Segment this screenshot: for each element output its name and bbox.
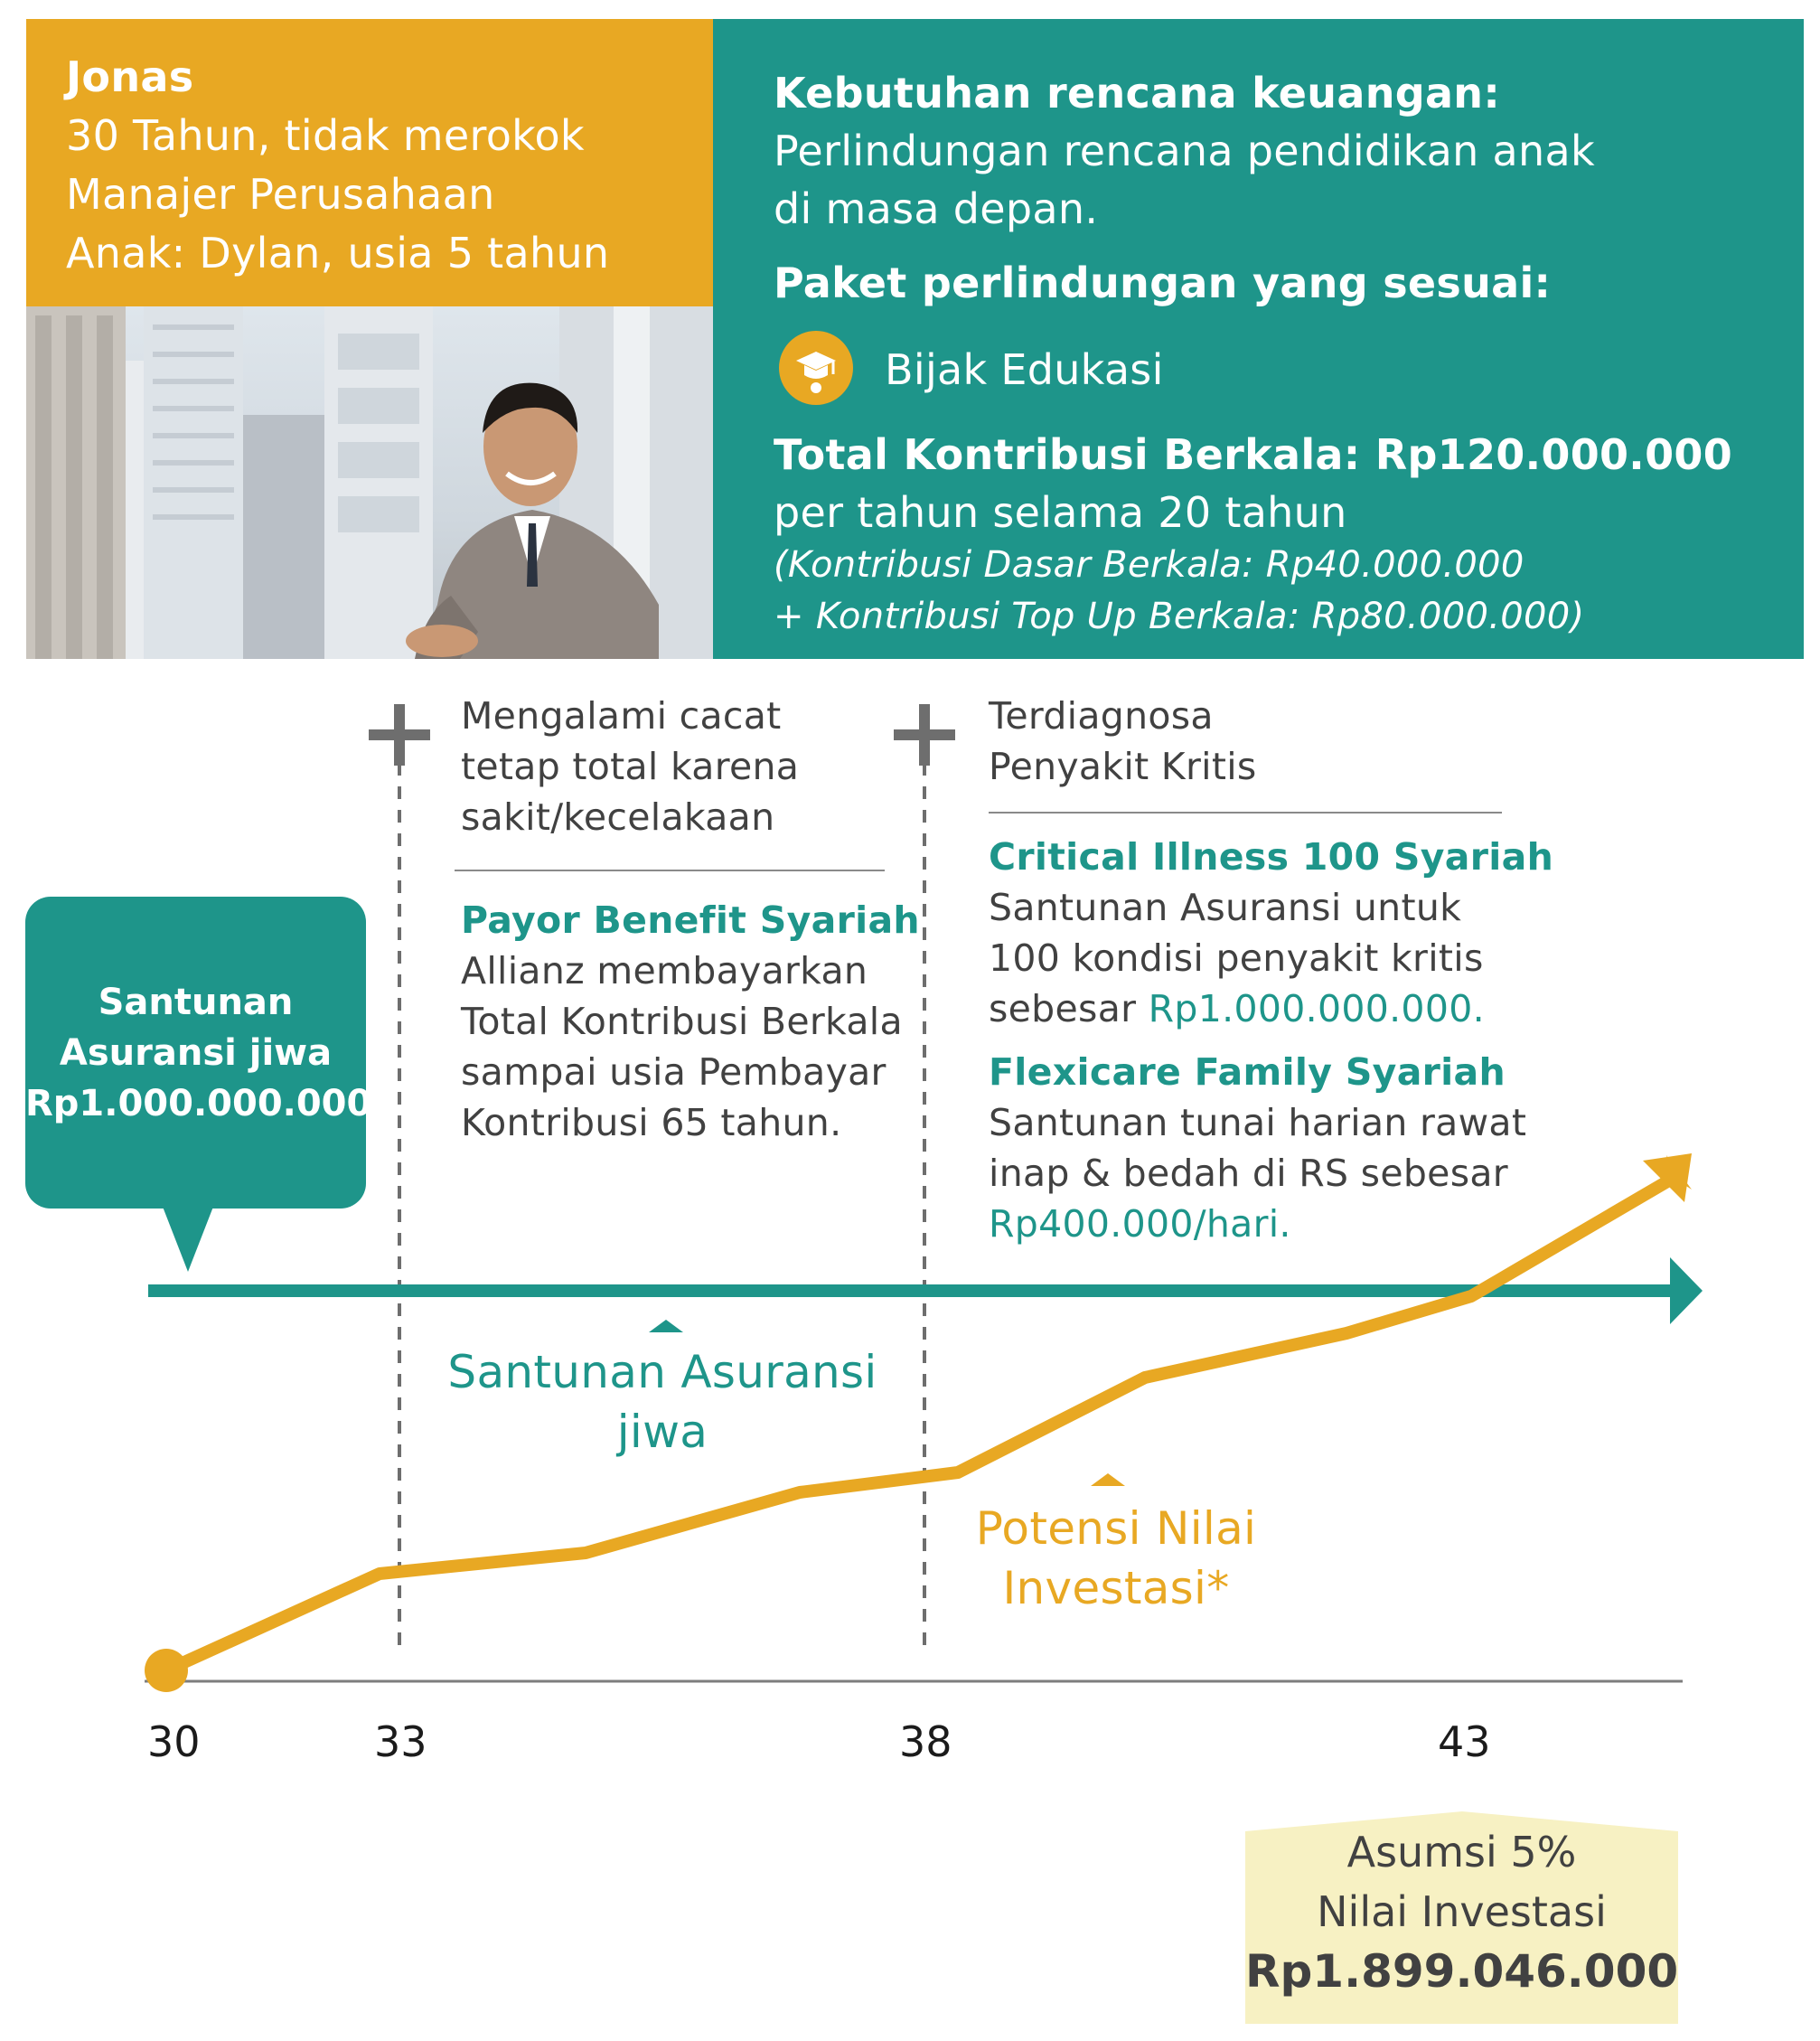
- critical-illness-line-1: Santunan Asuransi untuk: [989, 886, 1462, 929]
- investment-label: [967, 1499, 1265, 1618]
- package-name: Bijak Edukasi: [885, 345, 1164, 394]
- needs-title: Kebutuhan rencana keuangan:: [774, 69, 1501, 118]
- critical-illness-benefit: [989, 832, 1553, 1034]
- package-title: Paket perlindungan yang sesuai:: [774, 259, 1552, 307]
- assumption-label: Nilai Investasi: [1317, 1887, 1607, 1936]
- payor-benefit-line-3: sampai usia Pembayar: [461, 1050, 887, 1094]
- assumption-amount: Rp1.899.046.000: [1245, 1945, 1679, 1998]
- arrow-right-icon: [1670, 1257, 1703, 1324]
- event-disability-line-3: sakit/kecelakaan: [461, 795, 775, 839]
- payor-benefit-line-4: Kontribusi 65 tahun.: [461, 1101, 842, 1144]
- needs-desc-1: Perlindungan rencana pendidikan anak: [774, 127, 1595, 175]
- divider: [989, 812, 1502, 814]
- payor-benefit-line-1: Allianz membayarkan: [461, 949, 868, 992]
- topup-contribution: + Kontribusi Top Up Berkala: Rp80.000.000): [774, 596, 1585, 637]
- critical-illness-prefix: sebesar: [989, 987, 1149, 1030]
- life-insurance-label: [425, 1342, 900, 1462]
- total-duration: per tahun selama 20 tahun: [774, 488, 1347, 537]
- profile-age: 30 Tahun, tidak merokok: [66, 111, 585, 160]
- assumption-text: [1245, 1822, 1678, 2001]
- investment-label-1: Potensi Nilai: [975, 1502, 1257, 1555]
- event-critical-line-2: Penyakit Kritis: [989, 745, 1257, 788]
- assumption-box: [1245, 1811, 1678, 2024]
- flexicare-title: Flexicare Family Syariah: [989, 1050, 1506, 1094]
- tick-label: 30: [147, 1717, 201, 1766]
- event-disability-line-1: Mengalami cacat: [461, 694, 782, 738]
- critical-illness-line-3: [989, 983, 1553, 1034]
- critical-illness-title: Critical Illness 100 Syariah: [989, 835, 1554, 879]
- event-critical-illness: [989, 691, 1257, 792]
- plus-icon: [369, 704, 430, 766]
- bubble-line-2: Asuransi jiwa: [59, 1031, 333, 1074]
- payor-benefit-line-2: Total Kontribusi Berkala: [461, 1000, 903, 1043]
- tick-label: 43: [1438, 1717, 1491, 1766]
- event-disability-line-2: tetap total karena: [461, 745, 800, 788]
- investment-line: [166, 1178, 1674, 1670]
- base-contribution: (Kontribusi Dasar Berkala: Rp40.000.000: [774, 544, 1524, 586]
- plus-icon: [894, 704, 955, 766]
- tick-label: 33: [374, 1717, 427, 1766]
- assumption-rate: Asumsi 5%: [1346, 1828, 1577, 1876]
- life-insurance-bubble: [25, 897, 372, 1209]
- flexicare-line-3: Rp400.000/hari.: [989, 1202, 1291, 1246]
- critical-illness-amount: Rp1.000.000.000.: [1148, 987, 1485, 1030]
- caret-icon: [649, 1320, 683, 1332]
- event-critical-line-1: Terdiagnosa: [989, 694, 1214, 738]
- payor-benefit: [461, 895, 920, 1148]
- life-insurance-label-1: Santunan Asuransi: [447, 1346, 877, 1398]
- event-disability: [461, 691, 799, 842]
- critical-illness-line-2: 100 kondisi penyakit kritis: [989, 936, 1484, 980]
- life-insurance-label-2: jiwa: [616, 1406, 708, 1458]
- flexicare-line-2: inap & bedah di RS sebesar: [989, 1152, 1508, 1195]
- needs-desc-2: di masa depan.: [774, 184, 1099, 233]
- start-point: [145, 1649, 188, 1692]
- bubble-line-1: Santunan: [98, 981, 294, 1023]
- flexicare-line-1: Santunan tunai harian rawat: [989, 1101, 1527, 1144]
- profile-name: Jonas: [66, 52, 194, 101]
- tick-label: 38: [899, 1717, 952, 1766]
- bubble-line-3: Rp1.000.000.000: [25, 1082, 372, 1124]
- bubble-tail: [163, 1207, 213, 1272]
- flexicare-benefit: [989, 1047, 1526, 1249]
- investment-label-2: Investasi*: [1002, 1562, 1230, 1614]
- profile-child: Anak: Dylan, usia 5 tahun: [66, 229, 610, 277]
- total-contribution: Total Kontribusi Berkala: Rp120.000.000: [774, 430, 1733, 479]
- caret-icon: [1091, 1473, 1125, 1486]
- divider: [455, 870, 885, 871]
- profile-job: Manajer Perusahaan: [66, 170, 495, 219]
- payor-benefit-title: Payor Benefit Syariah: [461, 898, 920, 942]
